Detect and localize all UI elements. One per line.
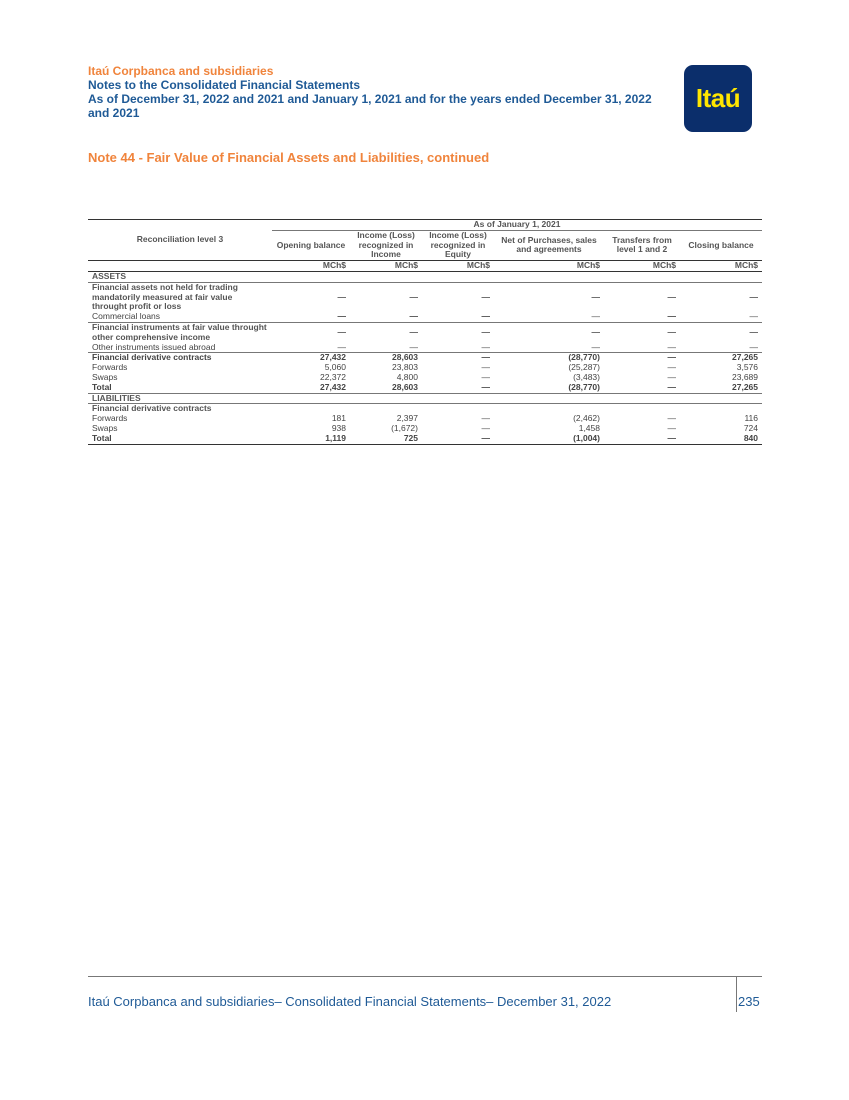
table-row [88,424,762,434]
row-label: Forwards [92,362,128,373]
cell: — [422,434,494,444]
group-label: Financial assets not held for trading mandatorily measured at fair value throught profit or loss [88,282,272,312]
table-row [88,414,762,424]
cell: (25,287) [568,362,600,373]
row-label: Total [92,381,112,392]
table-row [88,383,762,393]
cell: — [667,341,676,352]
cell: — [667,371,676,382]
unit-label: MCh$ [604,261,680,272]
cell: — [409,311,418,322]
cell: — [667,422,676,433]
cell: — [749,311,759,322]
col-income-recognized-in-equity: Income (Loss) recognized in Equity [429,229,487,260]
logo-text: Itaú [695,83,741,113]
footer-divider [88,976,762,977]
cell: 28,603 [392,381,418,392]
table-row [88,404,762,414]
header-line-3: and 2021 [88,106,140,120]
col-transfers: Transfers from level 1 and 2 [612,234,672,255]
row-label: Swaps [92,422,118,433]
row-label: Financial derivative contracts [92,403,212,414]
cell: 23,803 [392,362,418,373]
itau-logo [684,65,752,132]
assets-section-row [88,271,762,282]
row-label: Total [88,434,272,444]
cell: 1,458 [578,422,600,433]
table-row [88,353,762,363]
table-row [88,373,762,383]
units-row [88,261,762,272]
cell: — [481,362,490,373]
cell: — [494,322,604,342]
cell: — [481,311,490,322]
table-row [88,363,762,373]
row-label: Financial derivative contracts [88,353,272,363]
cell: — [667,413,676,424]
cell: — [481,413,490,424]
page-number: 235 [738,994,760,1009]
footer-vertical-divider [736,976,737,1012]
cell: (28,770) [568,381,600,392]
group-label: Financial instruments at fair value throught other comprehensive income [88,322,272,342]
cell: — [337,311,346,322]
cell: 2,397 [396,413,418,424]
company-name: Itaú Corpbanca and subsidiaries [88,64,274,78]
unit-label: MCh$ [422,261,494,272]
cell: (1,004) [494,434,604,444]
unit-label: MCh$ [350,261,422,272]
cell: 28,603 [350,353,422,363]
cell: 725 [350,434,422,444]
cell: — [494,282,604,312]
cell: 4,800 [396,371,418,382]
cell: 23,689 [732,371,759,382]
cell: — [667,381,676,392]
cell: — [272,322,350,342]
col-opening-balance: Opening balance [276,239,346,250]
note-title: Note 44 - Fair Value of Financial Assets and Liabilities, continued [88,150,490,165]
cell: 938 [331,422,346,433]
row-header: Reconciliation level 3 [136,234,224,245]
cell: 22,372 [320,371,346,382]
cell: (28,770) [494,353,604,363]
row-label: Commercial loans [92,311,161,322]
col-net-purchases: Net of Purchases, sales and agreements [501,234,597,255]
cell: — [680,282,762,312]
cell: — [591,311,600,322]
cell: — [604,353,680,363]
cell: 27,432 [320,381,346,392]
cell: — [337,341,346,352]
period-header: As of January 1, 2021 [272,220,762,230]
header-line-2: As of December 31, 2022 and 2021 and January 1, 2021 and for the years ended December 31, 2022 [88,92,652,106]
cell: — [272,282,350,312]
cell: — [350,322,422,342]
col-closing-balance: Closing balance [688,239,754,250]
cell: — [591,341,600,352]
cell: (2,462) [573,413,600,424]
cell: — [604,434,680,444]
cell: — [667,311,676,322]
cell: — [481,341,490,352]
cell: (1,672) [391,422,418,433]
footer-text: Itaú Corpbanca and subsidiaries– Consolidated Financial Statements– December 31, 2022 [88,994,612,1009]
table-row [88,343,762,353]
cell: — [350,282,422,312]
cell: 5,060 [324,362,346,373]
table-row [88,312,762,322]
liabilities-section-row [88,393,762,404]
cell: — [422,282,494,312]
unit-label: MCh$ [272,261,350,272]
cell: — [422,322,494,342]
cell: — [604,322,680,342]
cell: 724 [743,422,759,433]
row-label: Swaps [92,371,118,382]
cell: — [422,353,494,363]
cell: 27,265 [680,353,762,363]
cell: (3,483) [573,371,600,382]
reconciliation-table [88,219,762,445]
table-row [88,434,762,444]
cell: 116 [744,413,759,424]
cell: — [667,362,676,373]
unit-label: MCh$ [680,261,762,272]
header-line-1: Notes to the Consolidated Financial Statements [88,78,361,92]
liabilities-label: LIABILITIES [92,392,141,403]
cell: 3,576 [736,362,759,373]
row-label: Forwards [92,413,128,424]
cell: — [680,322,762,342]
cell: 1,119 [272,434,350,444]
table-row [88,322,762,342]
cell: — [604,282,680,312]
cell: 27,265 [732,381,759,392]
cell: — [749,341,759,352]
cell: 181 [331,413,346,424]
row-label: Other instruments issued abroad [92,341,216,352]
cell: — [481,371,490,382]
cell: — [481,381,490,392]
cell: — [409,341,418,352]
assets-label: ASSETS [92,270,127,281]
col-income-recognized-in-income: Income (Loss) recognized in Income [357,229,415,260]
cell: 27,432 [272,353,350,363]
page-header [88,64,688,120]
cell: — [481,422,490,433]
table-row [88,282,762,312]
cell: 840 [680,434,762,444]
unit-label: MCh$ [494,261,604,272]
